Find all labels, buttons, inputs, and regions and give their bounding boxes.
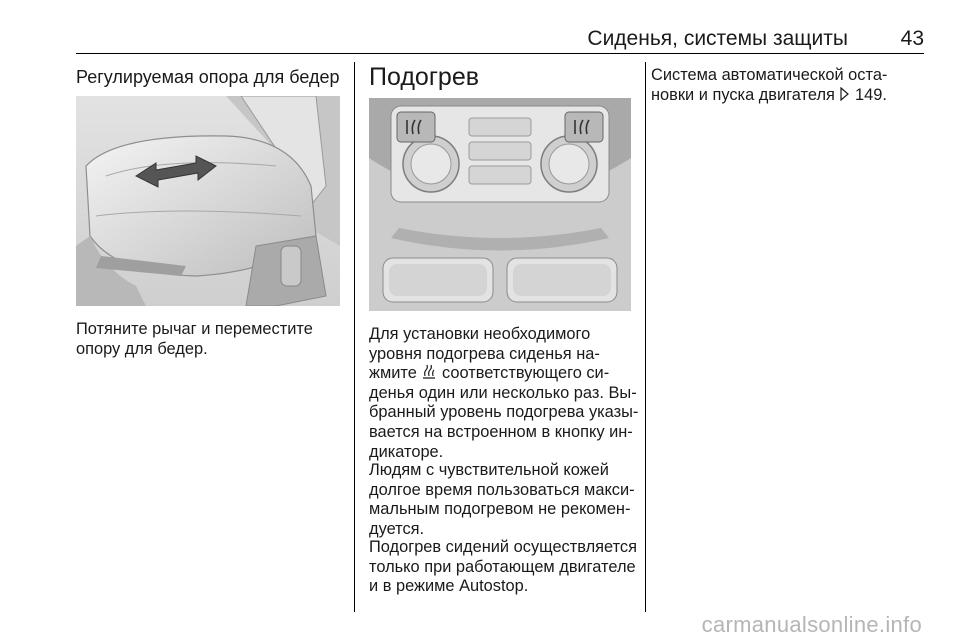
page-number: 43 — [900, 27, 924, 50]
thigh-support-caption: Потяните рычаг и переместите опору для бедер. — [76, 320, 313, 358]
heating-paragraph-3: Подогрев сидений осуществляется только при работающем двигателе и в режиме Autostop. — [369, 538, 637, 596]
heating-paragraph-1: Для установки необходимого уровня подогрева сиденья на- жмите соответствующего си- денья один или несколько раз. Вы- бранный уровень подогрева указы- вается на встроенном в кнопку ин- дикаторе. — [369, 325, 639, 461]
heating-paragraph-2: Людям с чувствительной кожей долгое время пользоваться макси- мальным подогревом не рекомен- дуется. — [369, 461, 635, 538]
page-reference-icon[interactable] — [839, 87, 850, 101]
section-title: Сиденья, системы защиты — [587, 27, 848, 50]
seat-icon — [76, 96, 340, 306]
column-divider-2 — [645, 62, 646, 612]
seat-figure — [76, 96, 340, 306]
header-rule — [76, 53, 924, 54]
climate-panel-icon — [369, 98, 631, 311]
heating-figure — [369, 98, 631, 311]
column-divider-1 — [354, 62, 355, 612]
seat-heating-icon — [421, 364, 437, 380]
heating-heading: Подогрев — [369, 63, 480, 91]
autostop-reference: Система автоматической оста- новки и пуска двигателя 149. — [651, 66, 888, 104]
thigh-support-heading: Регулируемая опора для бедер — [76, 67, 340, 87]
page-header — [76, 26, 924, 52]
watermark: carmanualsonline.info — [701, 612, 922, 637]
